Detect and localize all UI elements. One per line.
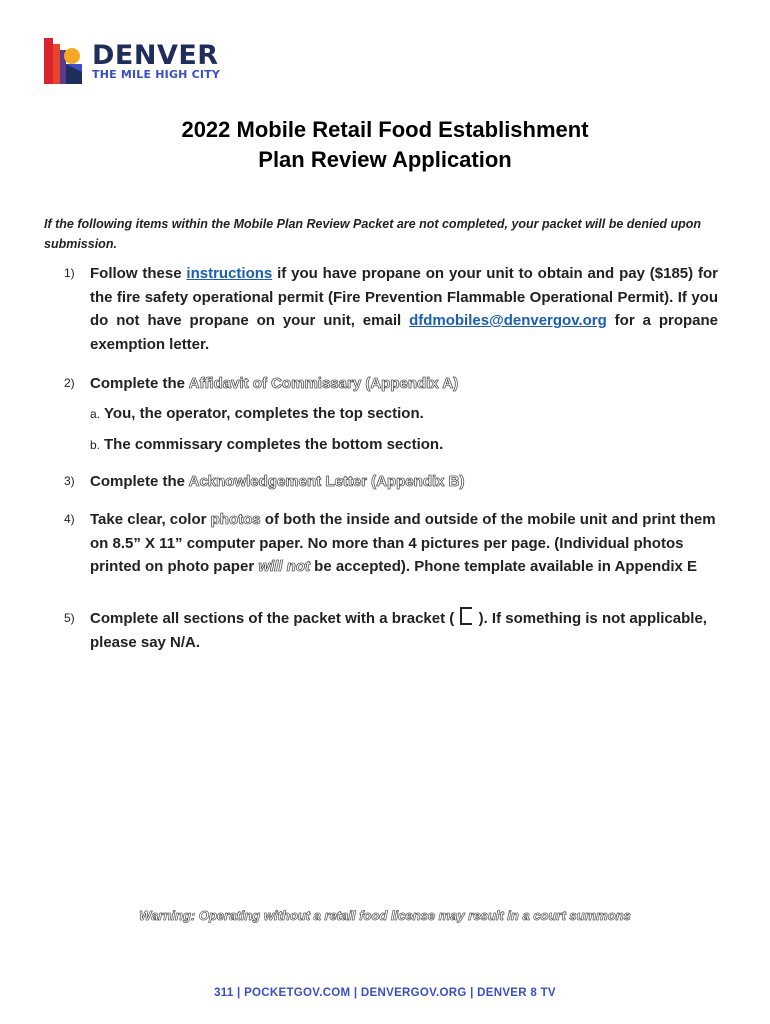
- sub-text: You, the operator, completes the top section.: [104, 405, 424, 422]
- item-number: 1): [64, 266, 75, 280]
- denver-logo: [44, 38, 224, 88]
- sub-item-a: [90, 403, 424, 425]
- will-not-word: will not: [258, 558, 310, 575]
- item-number: 2): [64, 376, 75, 390]
- email-link[interactable]: dfdmobiles@denvergov.org: [409, 312, 607, 329]
- item-text-part: if you have propane on your unit to obtain and pay ($185) for the fire safety operational permit (Fire Prevention Flammable Operational Permit). If you do not have propane on your unit, email: [90, 265, 718, 329]
- item-text: [90, 607, 718, 654]
- item-text-part: be accepted). Phone template available in Appendix E: [310, 558, 698, 575]
- list-item-2: [64, 372, 718, 396]
- title-line-1: 2022 Mobile Retail Food Establishment: [181, 117, 589, 142]
- logo-name: DENVER: [92, 40, 219, 71]
- item-text-part: for a propane exemption letter.: [90, 312, 718, 353]
- item-number: 3): [64, 474, 75, 488]
- item-text: [90, 372, 718, 396]
- bracket-icon: [460, 607, 472, 625]
- item-number: 5): [64, 611, 75, 625]
- sub-letter: b.: [90, 438, 101, 452]
- list-item-1: [64, 262, 718, 356]
- item-text-part: Complete the: [90, 473, 189, 490]
- photos-word: photos: [210, 511, 261, 528]
- item-text: [90, 508, 718, 579]
- item-text: [90, 262, 718, 356]
- footer-links: 311 | POCKETGOV.COM | DENVERGOV.ORG | DENVER 8 TV: [214, 987, 556, 999]
- intro-text: If the following items within the Mobile Plan Review Packet are not completed, your packet will be denied upon submission.: [44, 217, 702, 251]
- warning-text: Warning: Operating without a retail food license may result in a court summons: [139, 908, 631, 923]
- item-text-part: Complete the: [90, 375, 189, 392]
- list-item-5: [64, 607, 718, 654]
- title-line-2: Plan Review Application: [258, 147, 512, 172]
- appendix-a-title: Affidavit of Commissary (Appendix A): [188, 375, 459, 392]
- sub-text: The commissary completes the bottom section.: [104, 436, 444, 453]
- item-text-part: of both the inside and outside of the mobile unit and print them on 8.5” X 11” computer paper. No more than 4 pictures per page. (Individual photos printed on photo paper: [90, 511, 716, 575]
- list-item-4: [64, 508, 718, 579]
- appendix-b-title: Acknowledgement Letter (Appendix B): [188, 473, 465, 490]
- list-item-3: [64, 470, 718, 494]
- denver-logo-icon: [44, 38, 84, 84]
- sub-letter: a.: [90, 407, 101, 421]
- item-number: 4): [64, 512, 75, 526]
- item-text: [90, 470, 718, 494]
- item-text-part: Take clear, color: [90, 511, 211, 528]
- item-text-part: Complete all sections of the packet with a bracket (: [90, 610, 459, 627]
- instructions-link[interactable]: instructions: [186, 265, 273, 282]
- item-text-part: Follow these: [90, 265, 187, 282]
- page-title: [0, 115, 770, 175]
- logo-tagline: THE MILE HIGH CITY: [92, 68, 221, 81]
- item-text-part: ). If something is not applicable, please say N/A.: [90, 610, 707, 651]
- sub-item-b: [90, 434, 443, 456]
